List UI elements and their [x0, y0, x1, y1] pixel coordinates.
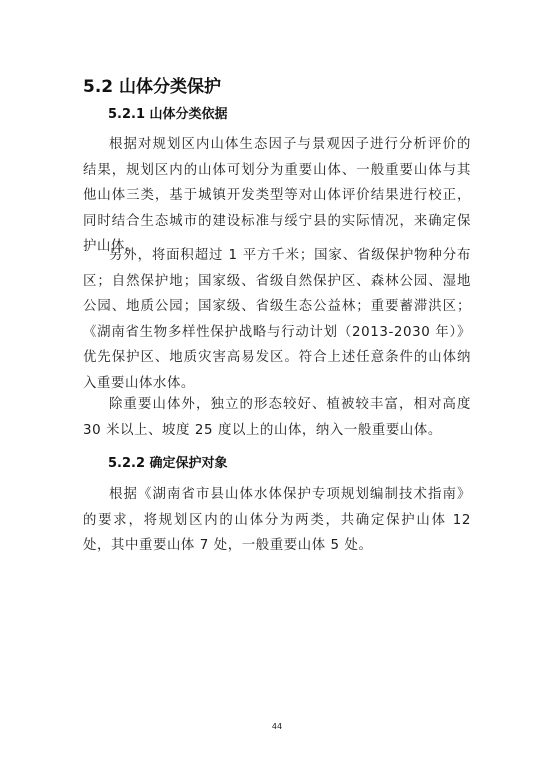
paragraph-important-mountain-criteria: 另外，将面积超过 1 平方千米；国家、省级保护物种分布区；自然保护地；国家级、省级自然保护区、森林公园、湿地公园、地质公园；国家级、省级生态公益林；重要蓄滞洪区；《湖南省生物多样性保护战略与行动计划（2013-2030 年）》优先保护区、地质灾害高易发区。符合上述任意条件的山体纳入重要山体水体。 [83, 248, 471, 391]
subsection-heading-protection-objects: 5.2.2 确定保护对象 [108, 456, 228, 471]
paragraph-protection-objects: 根据《湖南省市县山体水体保护专项规划编制技术指南》的要求，将规划区内的山体分为两类，共确定保护山体 12 处，其中重要山体 7 处，一般重要山体 5 处。 [83, 487, 471, 553]
section-heading: 5.2 山体分类保护 [83, 77, 222, 97]
paragraph-general-important-mountain-criteria: 除重要山体外，独立的形态较好、植被较丰富，相对高度 30 米以上、坡度 25 度以上的山体，纳入一般重要山体。 [83, 397, 471, 438]
subsection-heading-classification-basis: 5.2.1 山体分类依据 [108, 107, 228, 122]
page-number: 44 [271, 722, 283, 731]
paragraph-classification-method: 根据对规划区内山体生态因子与景观因子进行分析评价的结果，规划区内的山体可划分为重要山体、一般重要山体与其他山体三类，基于城镇开发类型等对山体评价结果进行校正，同时结合生态城市的建设标准与绥宁县的实际情况，来确定保护山体。 [83, 137, 471, 254]
